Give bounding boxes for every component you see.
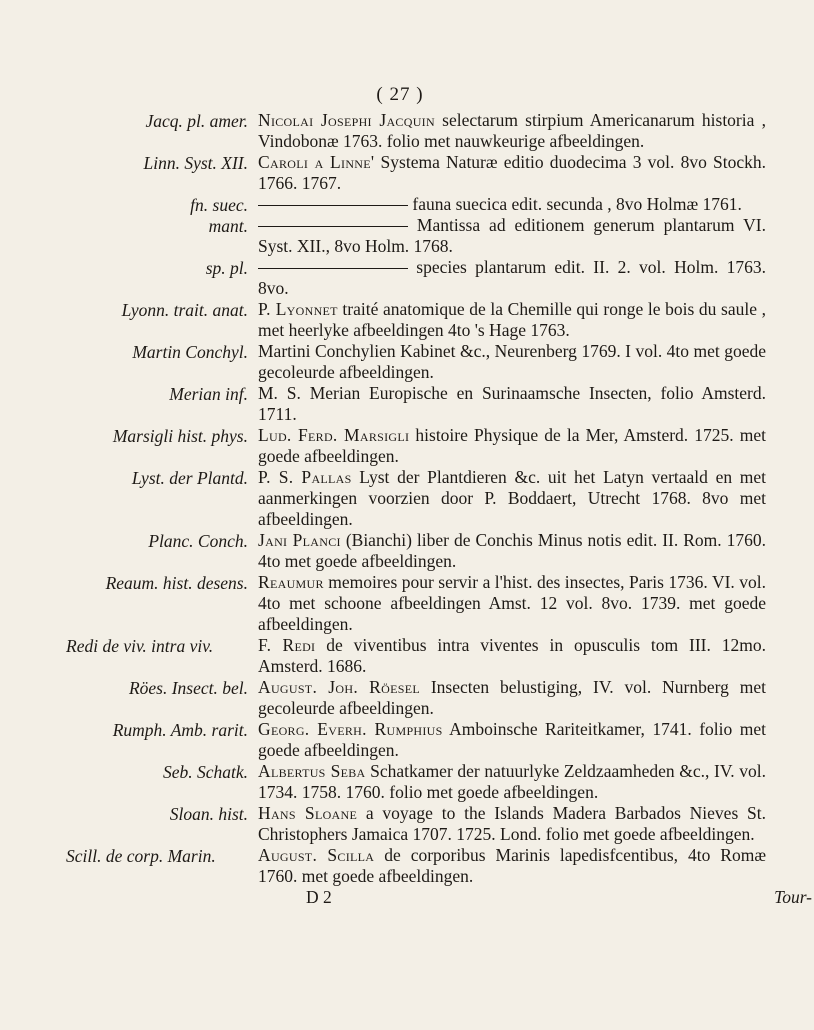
entry-abbreviation: Reaum. hist. desens. (105, 573, 248, 593)
author-name: Jani Planci (258, 530, 341, 550)
entry-text: de corporibus Marinis lapedisfcentibus, 4to Romæ 1760. met goede afbeeldingen. (258, 845, 766, 886)
entry-text: histoire Physique de la Mer, Amsterd. 1725. met goede afbeeldingen. (258, 425, 766, 466)
author-name: Nicolai Josephi Jacquin (258, 110, 435, 130)
author-name: F. Redi (258, 635, 316, 655)
ditto-dash (258, 268, 408, 269)
entry-abbreviation: Planc. Conch. (148, 531, 248, 551)
ditto-dash (258, 226, 408, 227)
entry-abbreviation: Sloan. hist. (169, 804, 248, 824)
author-name: Albertus Seba (258, 761, 366, 781)
entry-text: traité anatomique de la Chemille qui ronge le bois du saule , met heerlyke afbeeldingen 4to 's Hage 1763. (258, 299, 766, 340)
entry-text: (Bianchi) liber de Conchis Minus notis edit. II. Rom. 1760. 4to met goede afbeeldingen. (258, 530, 766, 571)
entry-abbreviation: Marsigli hist. phys. (112, 426, 248, 446)
entry-linne-mantissa (208, 215, 766, 257)
author-name: P. S. Pallas (258, 467, 352, 487)
entry-text: fauna suecica edit. secunda , 8vo Holmæ 1761. (408, 194, 742, 214)
page-number: ( 27 ) (376, 84, 424, 105)
entry-linne-species (205, 257, 766, 299)
entry-jacquin (145, 110, 766, 152)
entry-text: memoires pour servir a l'hist. des insectes, Paris 1736. VI. vol. 4to met schoone afbeeldingen Amst. 12 vol. 8vo. 1739. met goede afbeeldingen. (258, 572, 766, 634)
entry-roesel (128, 677, 766, 719)
entry-abbreviation: mant. (208, 216, 248, 236)
entry-text: Mantissa ad editionem generum plantarum VI. Syst. XII., 8vo Holm. 1768. (258, 215, 766, 256)
entry-text: Lyst der Plantdieren &c. uit het Latyn vertaald en met aanmerkingen voorzien door P. Boddaert, Utrecht 1768. 8vo met afbeeldingen. (258, 467, 766, 529)
author-name: Caroli a Linne' (258, 152, 375, 172)
entry-text: a voyage to the Islands Madera Barbados Nieves St. Christophers Jamaica 1707. 1725. Lond. folio met goede afbeeldingen. (258, 803, 766, 844)
entry-abbreviation: Jacq. pl. amer. (145, 111, 248, 131)
entry-abbreviation: Lyonn. trait. anat. (121, 300, 248, 320)
entry-scilla (66, 845, 766, 887)
entry-abbreviation: Röes. Insect. bel. (128, 678, 248, 698)
entry-sloane (169, 803, 766, 845)
entry-lyonnet (121, 299, 766, 341)
entry-text: Schatkamer der natuurlyke Zeldzaamheden &c., IV. vol. 1734. 1758. 1760. folio met goede afbeeldingen. (258, 761, 766, 802)
entry-redi (66, 635, 766, 677)
entry-abbreviation: Martin Conchyl. (132, 342, 248, 362)
entry-text: Systema Naturæ editio duodecima 3 vol. 8vo Stockh. 1766. 1767. (258, 152, 766, 193)
entry-pallas (131, 467, 766, 530)
entry-merian (169, 383, 766, 425)
catchword: Tour- (774, 887, 812, 907)
author-name: August. Joh. Röesel (258, 677, 420, 697)
entry-text: M. S. Merian Europische en Surinaamsche Insecten, folio Amsterd. 1711. (258, 383, 766, 424)
author-name: August. Scilla (258, 845, 375, 865)
entry-abbreviation: Lyst. der Plantd. (131, 468, 248, 488)
entry-abbreviation: Merian inf. (169, 384, 248, 404)
entry-abbreviation: sp. pl. (205, 258, 248, 278)
entry-abbreviation: Redi de viv. intra viv. (66, 636, 214, 656)
entry-rumphius (112, 719, 766, 761)
entry-text: de viventibus intra viventes in opusculis tom III. 12mo. Amsterd. 1686. (258, 635, 766, 676)
author-name: Georg. Everh. Rumphius (258, 719, 443, 739)
author-name: P. Lyonnet (258, 299, 338, 319)
page-footer (258, 887, 814, 907)
signature-mark: D 2 (306, 887, 332, 907)
bibliography-list (0, 110, 812, 907)
entry-abbreviation: Linn. Syst. XII. (143, 153, 248, 173)
entry-planci (148, 530, 766, 572)
entry-text: Insecten belustiging, IV. vol. Nurnberg met gecoleurde afbeeldingen. (258, 677, 766, 718)
author-name: Hans Sloane (258, 803, 358, 823)
entry-abbreviation: fn. suec. (190, 195, 248, 215)
entry-text: Amboinsche Rariteitkamer, 1741. folio met goede afbeeldingen. (258, 719, 766, 760)
entry-linne-syst (143, 152, 766, 194)
ditto-dash (258, 205, 408, 206)
entry-reaumur (105, 572, 766, 635)
author-name: Lud. Ferd. Marsigli (258, 425, 410, 445)
entry-text: selectarum stirpium Americanarum historia , Vindobonæ 1763. folio met nauwkeurige afbeeldingen. (258, 110, 766, 151)
entry-abbreviation: Rumph. Amb. rarit. (112, 720, 248, 740)
entry-linne-fauna (190, 194, 766, 215)
author-name: Reaumur (258, 572, 324, 592)
entry-abbreviation: Scill. de corp. Marin. (66, 846, 216, 866)
entry-abbreviation: Seb. Schatk. (162, 762, 248, 782)
entry-marsigli (112, 425, 766, 467)
entry-seba (162, 761, 766, 803)
entry-text: Martini Conchylien Kabinet &c., Neurenberg 1769. I vol. 4to met goede gecoleurde afbeeldingen. (258, 341, 766, 382)
entry-text: species plantarum edit. II. 2. vol. Holm. 1763. 8vo. (258, 257, 766, 298)
entry-martini (132, 341, 766, 383)
